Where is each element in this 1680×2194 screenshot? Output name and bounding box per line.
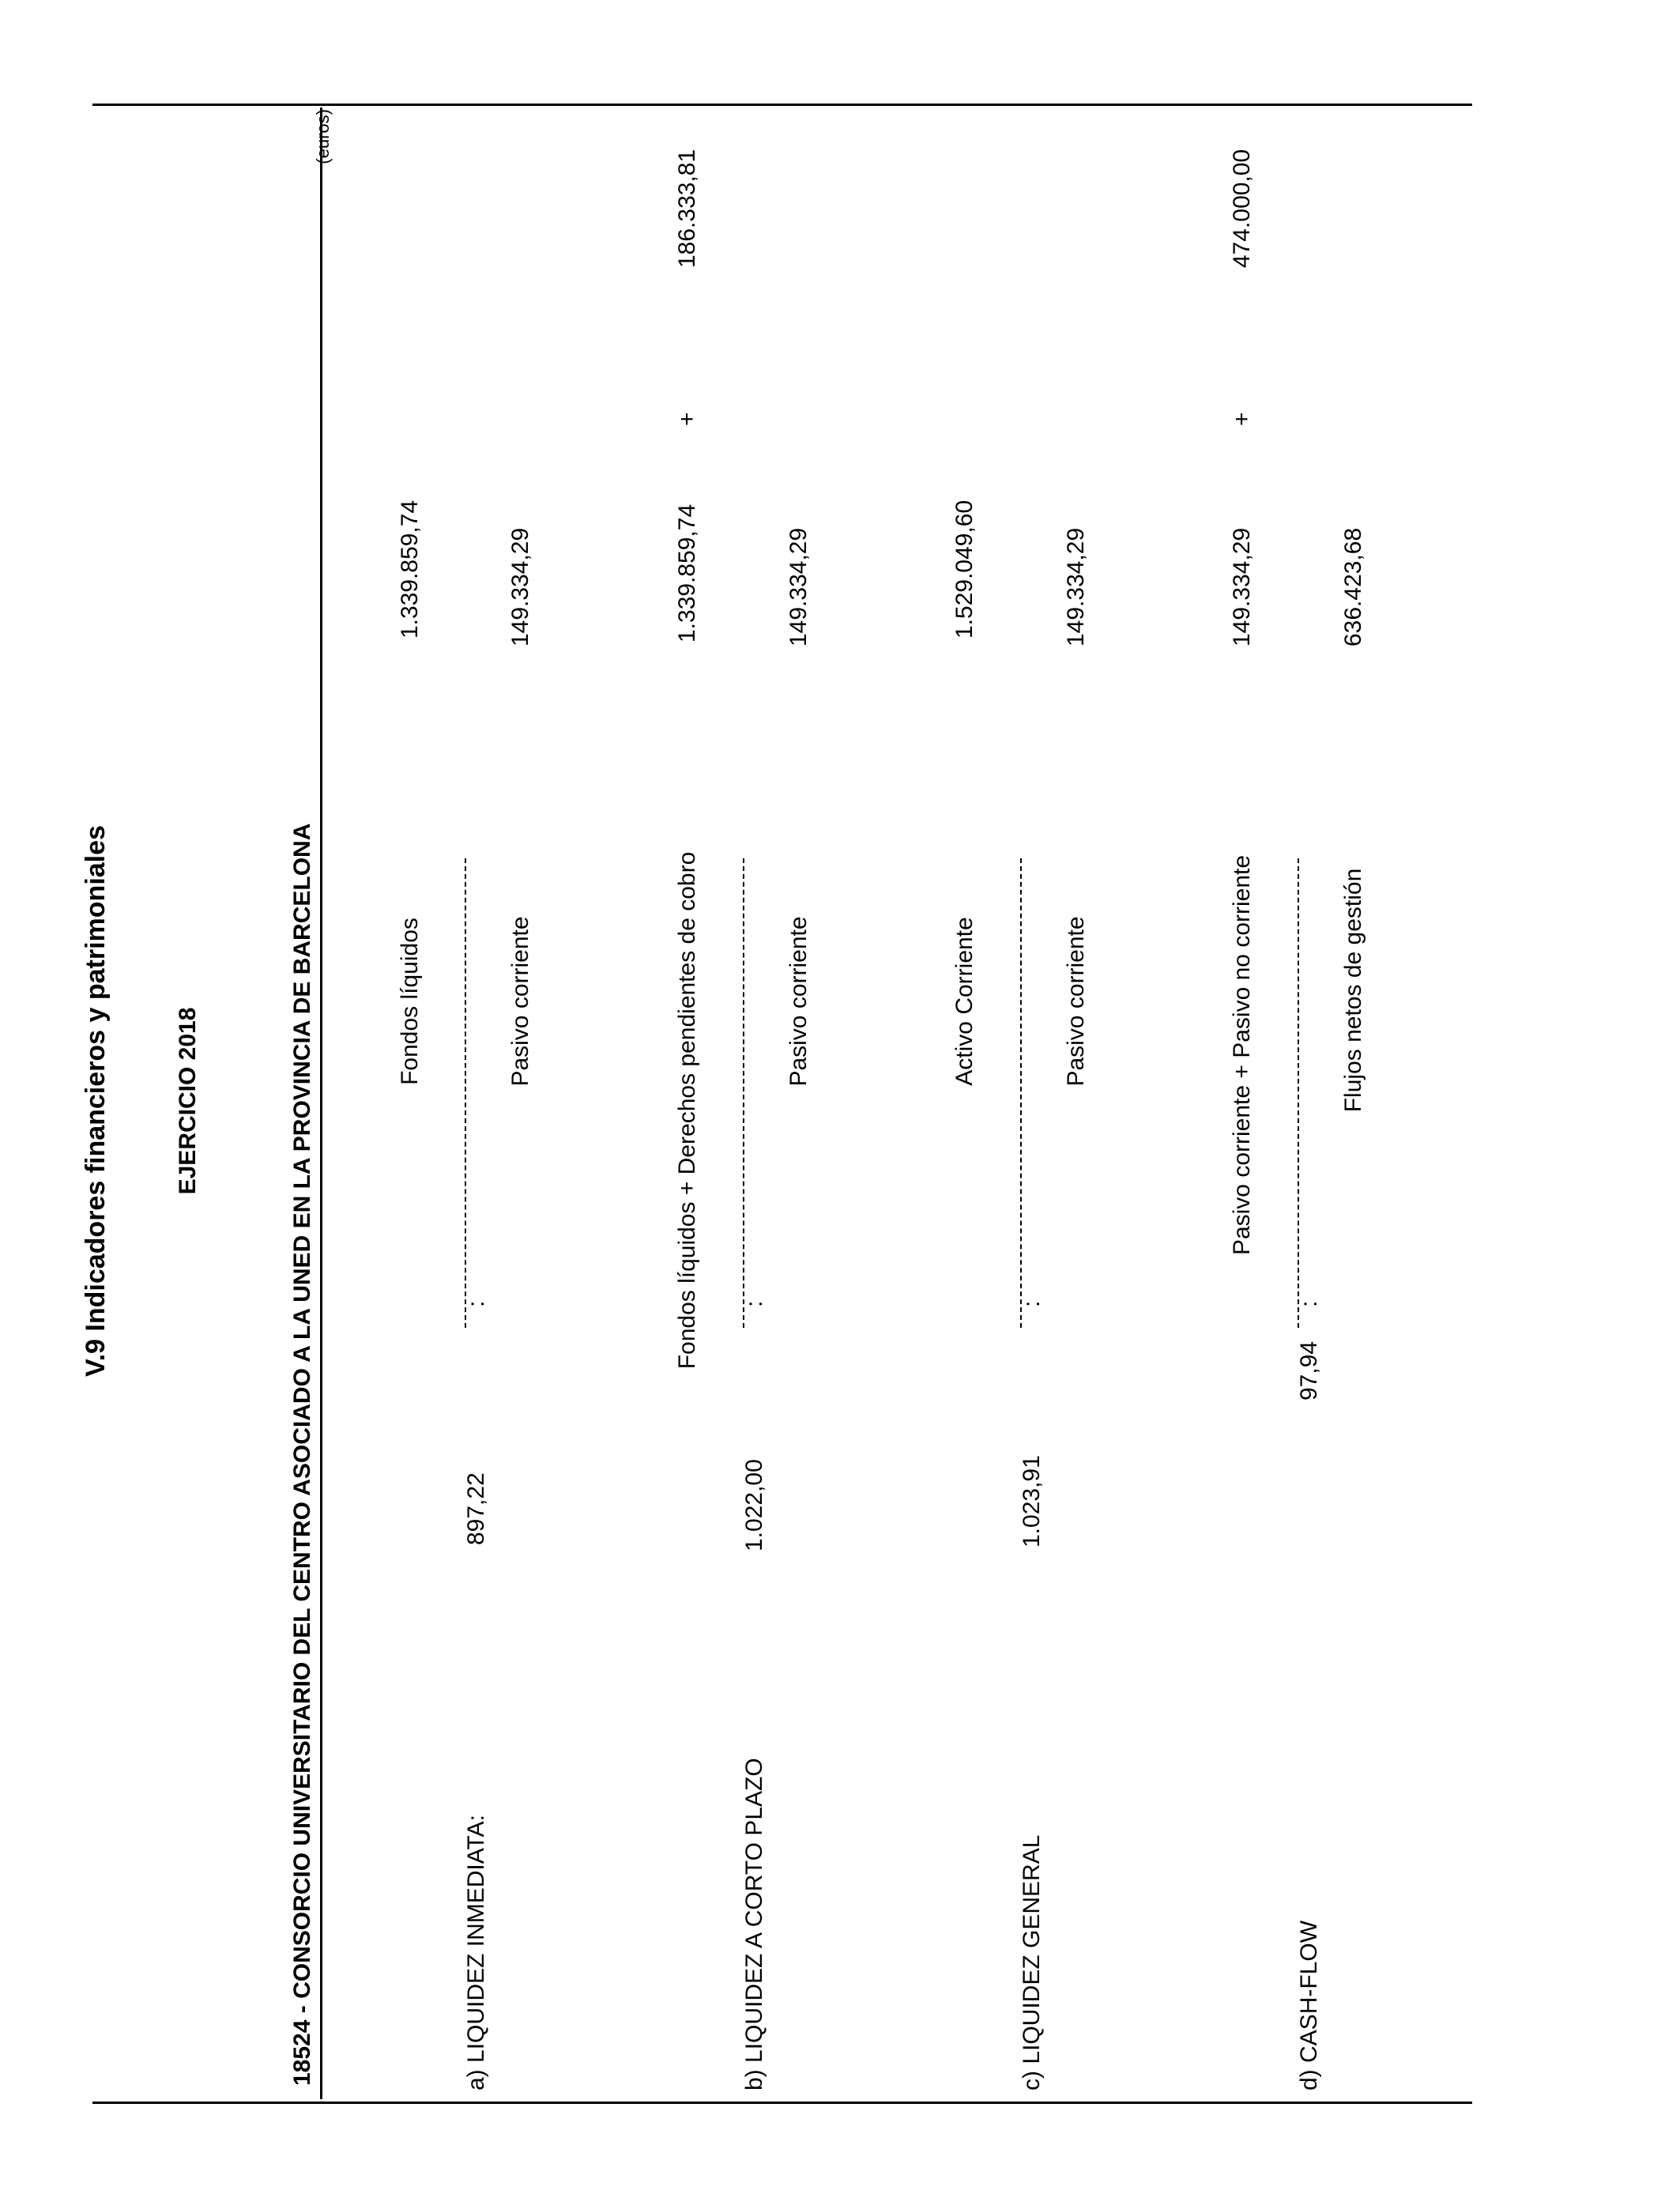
indicator-label: d) CASH-FLOW	[1296, 1920, 1322, 2090]
numerator-value-1: 149.334,29	[1229, 527, 1255, 647]
indicator-value: 1.022,00	[741, 1459, 767, 1551]
numerator-label: Fondos líquidos + Derechos pendientes de cobro	[674, 851, 700, 1370]
left-frame-line	[92, 2102, 1472, 2104]
denominator-label: Flujos netos de gestión	[1340, 868, 1366, 1113]
numerator-value-2: 474.000,00	[1229, 149, 1255, 268]
entity-name: 18524 - CONSORCIO UNIVERSITARIO DEL CENTRO ASOCIADO A LA UNED EN LA PROVINCIA DE BARCELONA	[289, 823, 315, 2086]
indicator-value: 97,94	[1296, 1340, 1322, 1400]
numerator-value: 1.529.049,60	[951, 499, 977, 639]
denominator-value: 149.334,29	[507, 527, 533, 647]
numerator-value-1: 1.339.859,74	[674, 503, 700, 643]
denominator-value: 636.423,68	[1340, 527, 1366, 647]
denominator-value: 149.334,29	[1063, 527, 1089, 647]
denominator-label: Pasivo corriente	[1063, 916, 1089, 1087]
numerator-label: Pasivo corriente + Pasivo no corriente	[1229, 854, 1255, 1256]
fraction-line	[465, 858, 466, 1328]
indicator-value: 897,22	[463, 1472, 489, 1545]
indicator-value: 1.023,91	[1019, 1455, 1045, 1547]
ratio-colon: :	[463, 1300, 489, 1307]
ratio-colon: :	[741, 1300, 767, 1307]
indicator-label: c) LIQUIDEZ GENERAL	[1019, 1834, 1045, 2090]
fraction-line	[1298, 858, 1299, 1328]
plus-sign: +	[674, 412, 700, 426]
report-title: V.9 Indicadores financieros y patrimoniales	[81, 825, 111, 1377]
numerator-value-2: 186.333,81	[674, 149, 700, 268]
fraction-line	[1020, 858, 1022, 1328]
exercise-label: EJERCICIO 2018	[175, 1007, 201, 1195]
denominator-value: 149.334,29	[785, 527, 812, 647]
right-frame-line	[92, 104, 1472, 106]
denominator-label: Pasivo corriente	[785, 916, 812, 1087]
ratio-colon: :	[1296, 1300, 1322, 1307]
indicator-label: a) LIQUIDEZ INMEDIATA:	[463, 1815, 489, 2090]
fraction-line	[743, 858, 744, 1328]
numerator-value: 1.339.859,74	[397, 499, 423, 639]
denominator-label: Pasivo corriente	[507, 916, 533, 1087]
header-rule	[320, 107, 322, 2099]
plus-sign: +	[1229, 412, 1255, 426]
numerator-label: Activo Corriente	[951, 917, 977, 1086]
numerator-label: Fondos líquidos	[397, 918, 423, 1085]
ratio-colon: :	[1019, 1300, 1045, 1307]
indicator-label: b) LIQUIDEZ A CORTO PLAZO	[741, 1758, 767, 2090]
units-label: (euros)	[313, 109, 333, 164]
